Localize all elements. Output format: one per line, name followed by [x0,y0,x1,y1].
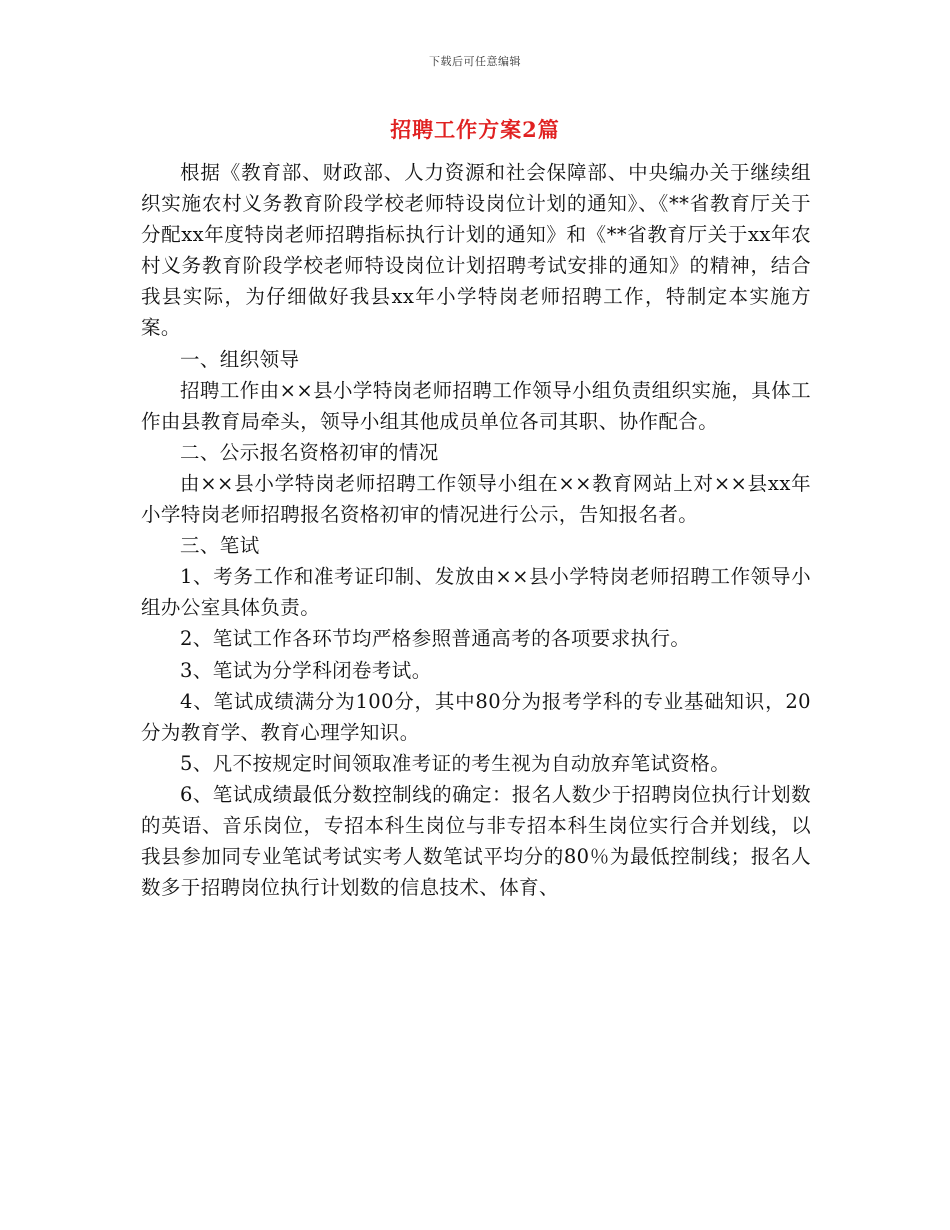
exam-item-6: 6、笔试成绩最低分数控制线的确定：报名人数少于招聘岗位执行计划数的英语、音乐岗位，专招本科生岗位与非专招本科生岗位实行合并划线，以我县参加同专业笔试考试实考人数笔试平均分的80％为最低控制线；报名人数多于招聘岗位执行计划数的信息技术、体育、 [141,782,811,900]
exam-item-5: 5、凡不按规定时间领取准考证的考生视为自动放弃笔试资格。 [180,751,731,775]
document-body [141,157,811,903]
exam-item-1: 1、考务工作和准考证印制、发放由××县小学特岗老师招聘工作领导小组办公室具体负责。 [141,565,811,620]
exam-item-4: 4、笔试成绩满分为100分，其中80分为报考学科的专业基础知识，20分为教育学、教育心理学知识。 [141,689,811,744]
section-heading-publicity: 二、公示报名资格初审的情况 [180,440,439,464]
organization-paragraph: 招聘工作由××县小学特岗老师招聘工作领导小组负责组织实施，具体工作由县教育局牵头，领导小组其他成员单位各司其职、协作配合。 [141,378,811,433]
exam-item-3: 3、笔试为分学科闭卷考试。 [180,658,432,682]
exam-item-2: 2、笔试工作各环节均严格参照普通高考的各项要求执行。 [180,627,691,651]
section-heading-written-exam: 三、笔试 [180,534,260,558]
publicity-paragraph: 由××县小学特岗老师招聘工作领导小组在××教育网站上对××县xx年小学特岗老师招聘报名资格初审的情况进行公示，告知报名者。 [141,471,811,527]
section-heading-organization: 一、组织领导 [180,347,300,371]
intro-paragraph: 根据《教育部、财政部、人力资源和社会保障部、中央编办关于继续组织实施农村义务教育阶段学校老师特设岗位计划的通知》、《**省教育厅关于分配xx年度特岗老师招聘指标执行计划的通知》和《**省教育厅关于xx年农村义务教育阶段学校老师特设岗位计划招聘考试安排的通知》的精神，结合我县实际，为仔细做好我县xx年小学特岗老师招聘工作，特制定本实施方案。 [141,161,811,340]
page-header-note: 下载后可任意编辑 [429,55,521,68]
document-title: 招聘工作方案2篇 [390,117,560,142]
